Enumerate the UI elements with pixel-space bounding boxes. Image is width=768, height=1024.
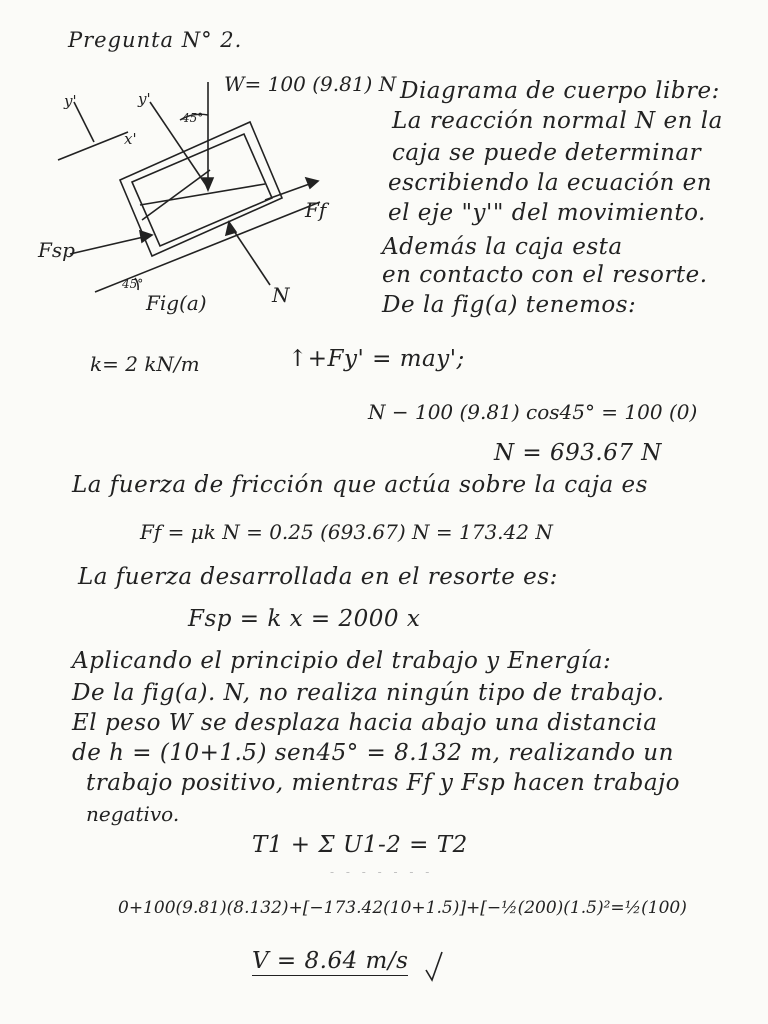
spring-arrow [70, 236, 148, 254]
work-energy-line-4: de h = (10+1.5) sen45° = 8.132 m, realizando un [72, 740, 674, 766]
work-energy-line-1: Aplicando el principio del trabajo y Energía: [72, 648, 612, 674]
description-line-1: Diagrama de cuerpo libre: [400, 78, 720, 104]
normal-arrow [230, 225, 270, 285]
final-answer: V = 8.64 m/s [252, 948, 409, 974]
spring-equation: Fsp = k x = 2000 x [188, 606, 421, 632]
energy-equation: T1 + Σ U1-2 = T2 [252, 832, 468, 858]
page-title: Pregunta N° 2. [68, 28, 243, 52]
normal-label: N [272, 283, 290, 307]
x-axis-line [58, 132, 128, 160]
description-line-2: La reacción normal N en la [392, 108, 723, 134]
work-energy-line-6: negativo. [86, 802, 180, 826]
work-energy-line-5: trabajo positivo, mientras Ff y Fsp hacen trabajo [86, 770, 681, 796]
y-axis-label: y' [64, 92, 77, 110]
figure-caption: Fig(a) [146, 291, 207, 315]
spring-constant: k= 2 kN/m [90, 352, 200, 376]
y-axis-label-2: y' [138, 90, 151, 108]
description-line-8: De la fig(a) tenemos: [382, 292, 637, 318]
top-angle-label: 45° [182, 111, 204, 125]
description-line-6: Además la caja esta [382, 234, 623, 260]
incline-angle-label: 45° [122, 277, 144, 291]
sum-forces-equation: ↑+Fy' = may'; [288, 346, 465, 372]
description-line-4: escribiendo la ecuación en [388, 170, 713, 196]
description-line-5: el eje "y'" del movimiento. [388, 200, 706, 226]
y-axis-line [74, 102, 94, 142]
pencil-marks: - - - - - - - [330, 865, 434, 879]
friction-intro: La fuerza de fricción que actúa sobre la caja es [72, 472, 648, 498]
x-axis-label: x' [124, 130, 137, 148]
work-energy-line-3: El peso W se desplaza hacia abajo una distancia [72, 710, 658, 736]
weight-label: W= 100 (9.81) N [224, 72, 397, 96]
spring-label: Fsp [38, 238, 75, 262]
description-line-7: en contacto con el resorte. [382, 262, 708, 288]
normal-equation: N − 100 (9.81) cos45° = 100 (0) [368, 400, 698, 424]
normal-result: N = 693.67 N [494, 440, 662, 466]
free-body-diagram [30, 60, 370, 320]
final-equation: 0+100(9.81)(8.132)+[−173.42(10+1.5)]+[−½(200)(1.5)²=½(100) [118, 898, 687, 918]
friction-label: Ff [305, 198, 327, 222]
friction-equation: Ff = μk N = 0.25 (693.67) N = 173.42 N [140, 520, 553, 544]
description-line-3: caja se puede determinar [392, 140, 702, 166]
crate-brace-1 [140, 184, 265, 205]
spring-intro: La fuerza desarrollada en el resorte es: [78, 564, 558, 590]
checkmark-icon [424, 950, 444, 984]
work-energy-line-2: De la fig(a). N, no realiza ningún tipo de trabajo. [72, 680, 665, 706]
